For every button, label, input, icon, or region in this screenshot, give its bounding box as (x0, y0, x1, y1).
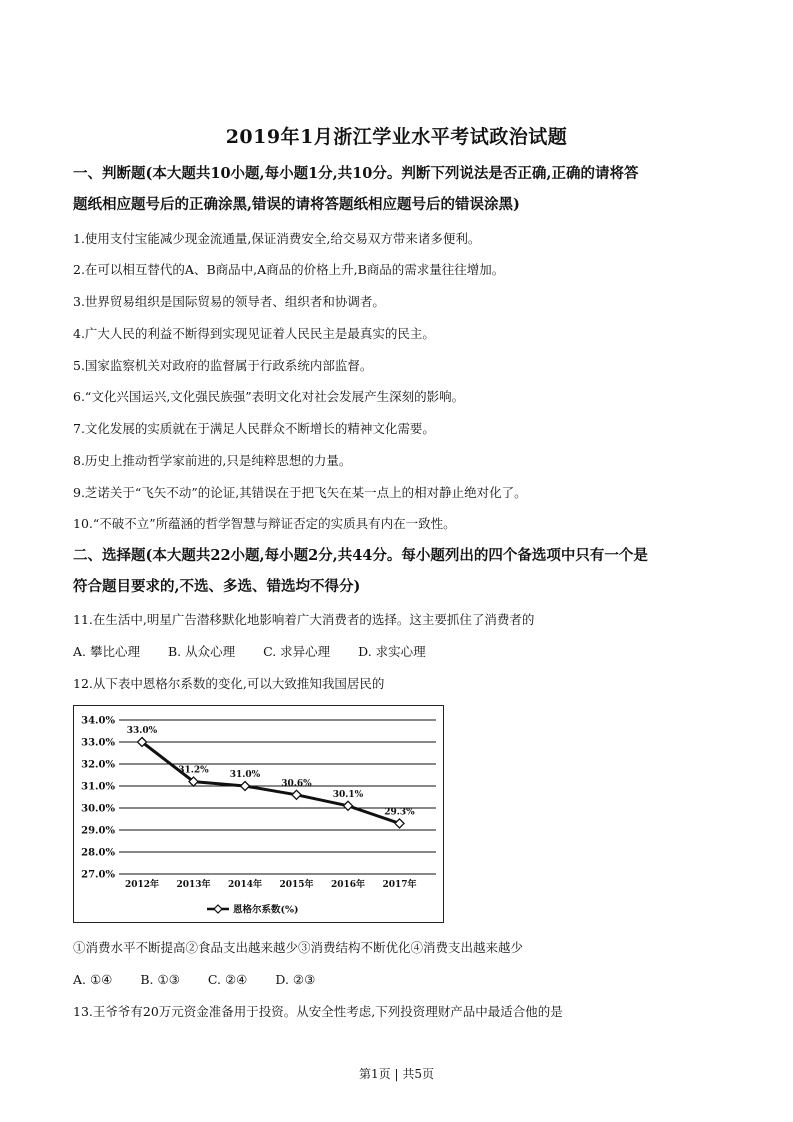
x-tick-layer (125, 878, 417, 890)
question-13-stem: 13.王爷爷有20万元资金准备用于投资。从安全性考虑,下列投资理财产品中最适合他的是 (73, 1004, 563, 1019)
x-tick-label: 2014年 (227, 880, 263, 890)
option-b: B. 从众心理 (167, 644, 236, 659)
data-label: 30.6% (281, 778, 312, 789)
question-6: 6.“文化兴国运兴,文化强民族强”表明文化对社会发展产生深刻的影响。 (73, 389, 465, 404)
section2-heading-line2: 符合题目要求的,不选、多选、错选均不得分) (73, 578, 361, 595)
question-3: 3.世界贸易组织是国际贸易的领导者、组织者和协调者。 (73, 294, 385, 309)
data-label-layer (127, 726, 415, 817)
question-12-stem: 12.从下表中恩格尔系数的变化,可以大致推知我国居民的 (73, 676, 385, 691)
data-label: 31.0% (229, 770, 261, 780)
option-c: C. 求异心理 (263, 644, 331, 659)
legend-marker (214, 905, 222, 913)
data-point (292, 790, 301, 799)
y-tick-layer (81, 716, 115, 881)
y-tick-label: 33.0% (81, 737, 115, 749)
data-label: 29.3% (384, 807, 415, 818)
y-tick-label: 29.0% (81, 825, 115, 837)
option-b: B. ①③ (140, 972, 180, 987)
x-tick-label: 2015年 (279, 880, 314, 890)
section2-heading (73, 540, 733, 602)
question-5: 5.国家监察机关对政府的监督属于行政系统内部监督。 (73, 358, 373, 373)
option-a: A. ①④ (73, 972, 113, 987)
question-4: 4.广大人民的利益不断得到实现见证着人民民主是最真实的民主。 (73, 326, 435, 341)
x-tick-label: 2017年 (382, 880, 417, 890)
legend-layer (207, 904, 299, 916)
data-point (395, 819, 404, 828)
series-layer (138, 738, 405, 828)
x-tick-label: 2016年 (330, 880, 366, 890)
series-line (142, 742, 400, 823)
option-c: C. ②④ (207, 972, 248, 987)
data-point (344, 801, 353, 810)
question-9: 9.芝诺关于“飞矢不动”的论证,其错误在于把飞矢在某一点上的相对静止绝对化了。 (73, 485, 527, 500)
data-label: 31.2% (178, 765, 209, 776)
data-point (241, 782, 250, 791)
y-tick-label: 28.0% (81, 847, 115, 859)
data-label: 30.1% (332, 789, 364, 800)
page-footer: 第1页 | 共5页 (359, 1067, 434, 1081)
section1-heading-line2: 题纸相应题号后的正确涂黑,错误的请将答题纸相应题号后的错误涂黑) (73, 196, 520, 213)
y-tick-label: 31.0% (81, 781, 115, 793)
x-tick-label: 2013年 (176, 880, 211, 890)
question-12-statements: ①消费水平不断提高②食品支出越来越少③消费结构不断优化④消费支出越来越少 (73, 940, 524, 955)
y-tick-label: 27.0% (81, 869, 115, 881)
y-tick-label: 30.0% (81, 803, 115, 815)
question-12-options (73, 971, 733, 989)
section1-heading (73, 158, 733, 220)
engel-chart (73, 705, 444, 923)
option-a: A. 攀比心理 (73, 644, 140, 659)
data-label: 33.0% (126, 726, 158, 736)
section1-heading-line1: 一、判断题(本大题共10小题,每小题1分,共10分。判断下列说法是否正确,正确的请将答 (73, 165, 639, 182)
y-tick-label: 34.0% (81, 715, 115, 727)
question-1: 1.使用支付宝能减少现金流通量,保证消费安全,给交易双方带来诸多便利。 (73, 231, 481, 246)
question-11-options (73, 643, 733, 661)
y-tick-label: 32.0% (81, 759, 115, 771)
x-tick-label: 2012年 (124, 880, 160, 890)
page-title: 2019年1月浙江学业水平考试政治试题 (225, 126, 568, 148)
engel-chart-svg (74, 706, 443, 922)
option-d: D. ②③ (275, 972, 316, 987)
option-d: D. 求实心理 (358, 644, 426, 659)
question-7: 7.文化发展的实质就在于满足人民群众不断增长的精神文化需要。 (73, 421, 435, 436)
question-2: 2.在可以相互替代的A、B商品中,A商品的价格上升,B商品的需求量往往增加。 (73, 262, 505, 277)
grid-layer (119, 720, 436, 874)
section2-heading-line1: 二、选择题(本大题共22小题,每小题2分,共44分。每小题列出的四个备选项中只有一个是 (73, 547, 648, 564)
question-10: 10.“不破不立”所蕴涵的哲学智慧与辩证否定的实质具有内在一致性。 (73, 516, 456, 531)
question-11-stem: 11.在生活中,明星广告潜移默化地影响着广大消费者的选择。这主要抓住了消费者的 (73, 612, 535, 627)
question-8: 8.历史上推动哲学家前进的,只是纯粹思想的力量。 (73, 453, 352, 468)
legend-label: 恩格尔系数(%) (233, 904, 299, 916)
